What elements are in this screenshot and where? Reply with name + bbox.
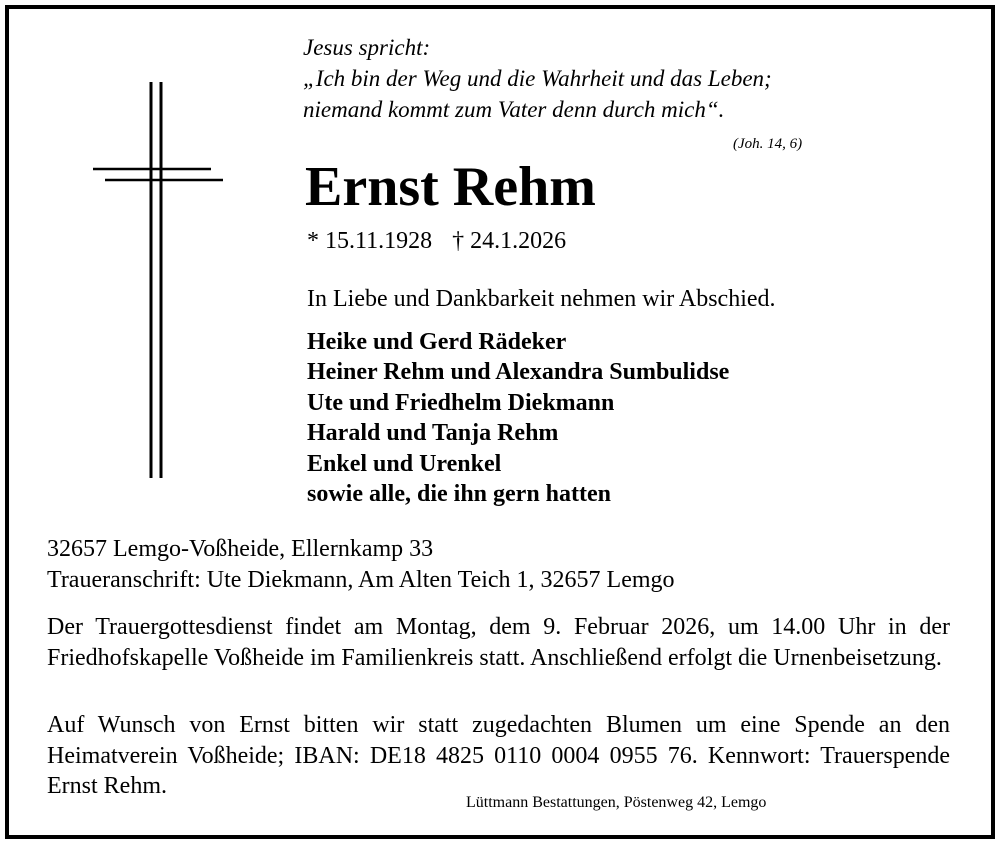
quote-line: Jesus spricht: — [303, 35, 431, 60]
mourner-item: Enkel und Urenkel — [307, 450, 502, 477]
deceased-name: Ernst Rehm — [305, 156, 596, 218]
mourner-item: Harald und Tanja Rehm — [307, 420, 559, 447]
mourners-list — [307, 327, 729, 509]
bible-quote — [303, 32, 772, 125]
mourner-item: Heiner Rehm und Alexandra Sumbulidse — [307, 359, 730, 386]
mourner-item: sowie alle, die ihn gern hatten — [307, 481, 611, 508]
life-dates — [307, 226, 566, 256]
home-address: 32657 Lemgo-Voßheide, Ellernkamp 33 — [47, 536, 434, 562]
cross-icon — [90, 80, 230, 485]
service-paragraph: Der Trauergottesdienst findet am Montag, dem 9. Februar 2026, um 14.00 Uhr in der Friedhofskapelle Voßheide im Familienkreis statt. Anschließend erfolgt die Urnenbeisetzung. — [47, 614, 950, 671]
bible-reference: (Joh. 14, 6) — [733, 136, 803, 152]
donation-paragraph: Auf Wunsch von Ernst bitten wir statt zugedachten Blumen um eine Spende an den Heimatverein Voßheide; IBAN: DE18 4825 0110 0004 0955 76. Kennwort: Trauerspende Ernst Rehm. — [47, 712, 950, 799]
quote-line: niemand kommt zum Vater denn durch mich“. — [303, 97, 725, 122]
death-date: † 24.1.2026 — [452, 228, 567, 254]
quote-line: „Ich bin der Weg und die Wahrheit und das Leben; — [303, 66, 772, 91]
farewell-text: In Liebe und Dankbarkeit nehmen wir Abschied. — [307, 286, 776, 312]
birth-date: * 15.11.1928 — [307, 228, 433, 254]
mourning-address: Traueranschrift: Ute Diekmann, Am Alten Teich 1, 32657 Lemgo — [47, 567, 675, 593]
address-block — [47, 534, 675, 596]
mourner-item: Heike und Gerd Rädeker — [307, 329, 567, 355]
mourner-item: Ute und Friedhelm Diekmann — [307, 389, 615, 416]
funeral-home: Lüttmann Bestattungen, Pöstenweg 42, Lemgo — [466, 794, 767, 811]
